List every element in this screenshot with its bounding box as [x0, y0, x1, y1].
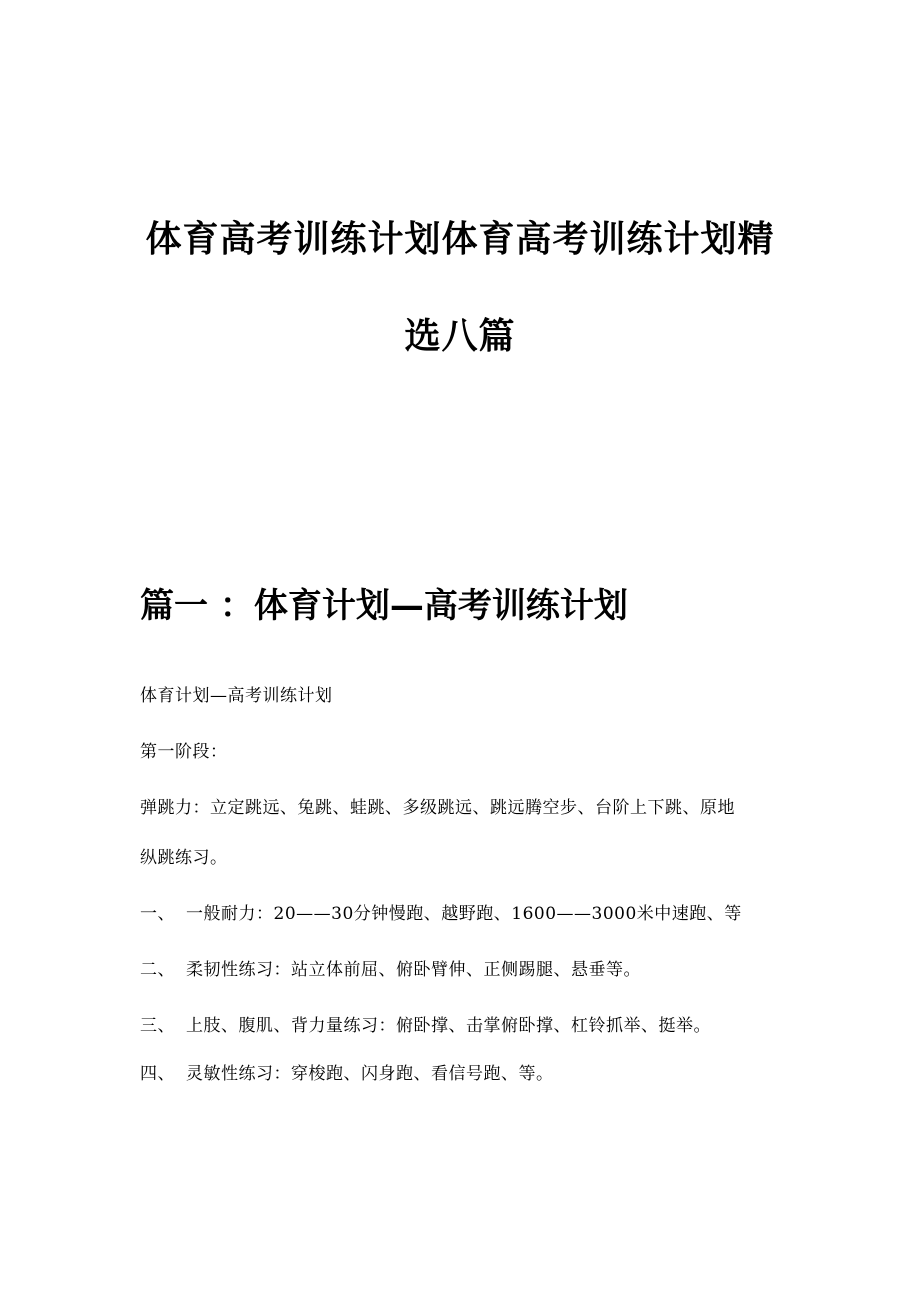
list-item-number: 四、: [140, 1064, 175, 1084]
list-item-number: 三、: [140, 1016, 175, 1036]
section-heading: 篇一 ：体育计划—高考训练计划: [140, 586, 628, 626]
document-title-line-2: 选八篇: [404, 316, 516, 357]
list-item: [140, 902, 742, 926]
list-item-text: 灵敏性练习：穿梭跑、闪身跑、看信号跑、等。: [186, 1064, 554, 1084]
stage-paragraph: 第一阶段：: [140, 742, 228, 762]
list-item-text: 柔韧性练习：站立体前屈、俯卧臂伸、正侧踢腿、悬垂等。: [186, 960, 641, 980]
list-item: [140, 958, 641, 982]
list-item-text: 一般耐力：20——30分钟慢跑、越野跑、1600——3000米中速跑、等: [186, 904, 742, 924]
jump-paragraph-line-2: 纵跳练习。: [140, 848, 228, 868]
subtitle-paragraph: 体育计划—高考训练计划: [140, 686, 333, 706]
jump-paragraph-line-1: 弹跳力：立定跳远、兔跳、蛙跳、多级跳远、跳远腾空步、台阶上下跳、原地: [140, 798, 735, 818]
list-item-number: 一、: [140, 904, 175, 924]
list-item: [140, 1062, 554, 1086]
document-title-line-1: 体育高考训练计划体育高考训练计划精: [145, 219, 775, 260]
list-item-text: 上肢、腹肌、背力量练习：俯卧撑、击掌俯卧撑、杠铃抓举、挺举。: [186, 1016, 711, 1036]
list-item-number: 二、: [140, 960, 175, 980]
list-item: [140, 1014, 711, 1038]
